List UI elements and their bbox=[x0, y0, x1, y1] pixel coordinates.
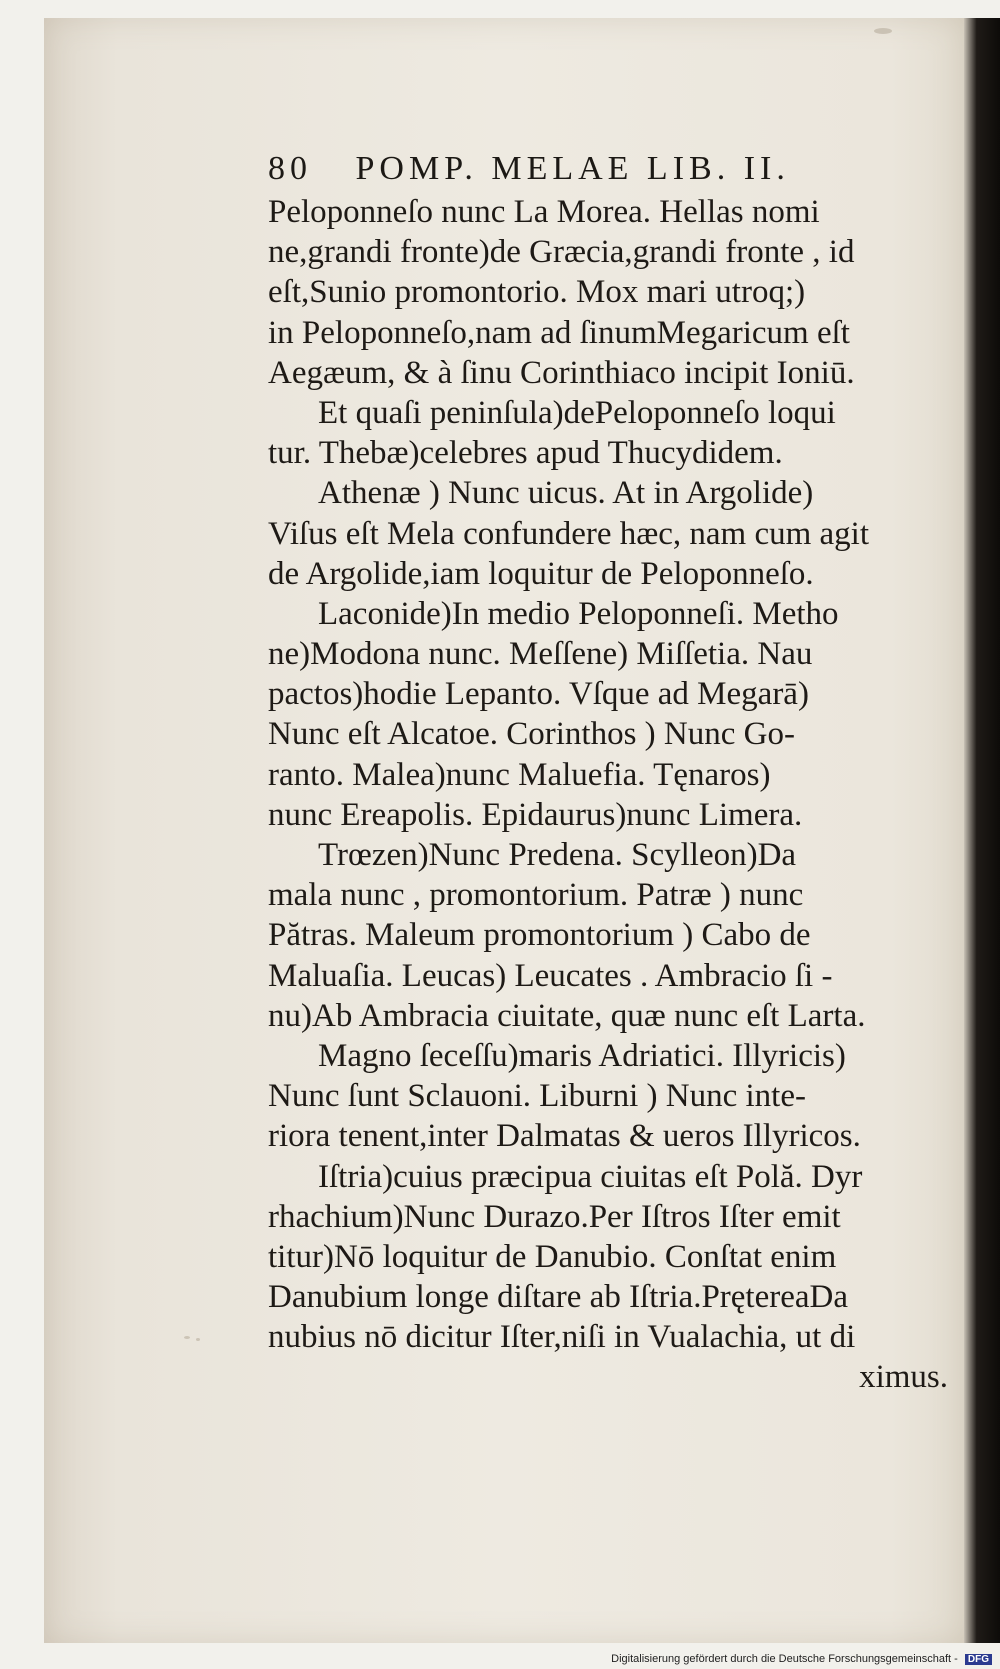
text-line: titur)Nō loquitur de Danubio. Conſtat enim bbox=[268, 1238, 837, 1275]
text-line: nubius nō dicitur Iſter,niſi in Vualachia, ut di bbox=[268, 1319, 856, 1356]
text-line: ne)Modona nunc. Meſſene) Miſſetia. Nau bbox=[268, 636, 813, 673]
text-line: pactos)hodie Lepanto. Vſque ad Megarā) bbox=[268, 676, 809, 713]
text-line: mala nunc , promontorium. Patræ ) nunc bbox=[268, 877, 804, 914]
text-line: Laconide)In medio Peloponneſi. Metho bbox=[318, 595, 839, 632]
text-line: Athenæ ) Nunc uicus. At in Argolide) bbox=[318, 475, 814, 512]
page-edge-shadow bbox=[964, 18, 1000, 1643]
text-line: Danubium longe diſtare ab Iſtria.PrętereaDa bbox=[268, 1279, 849, 1316]
text-line: rhachium)Nunc Durazo.Per Iſtros Iſter emit bbox=[268, 1198, 841, 1235]
text-line-last: ximus. bbox=[859, 1359, 948, 1396]
text-line: ranto. Malea)nunc Maluefia. Tęnaros) bbox=[268, 756, 771, 793]
text-line: Aegæum, & à ſinu Corinthiaco incipit Ioniū. bbox=[268, 354, 855, 391]
text-line: Et quaſi peninſula)dePeloponneſo loqui bbox=[318, 394, 836, 431]
text-line: de Argolide,iam loquitur de Peloponneſo. bbox=[268, 555, 814, 592]
running-title: POMP. MELAE LIB. II. bbox=[355, 150, 790, 187]
running-head bbox=[268, 150, 820, 188]
text-line: Magno ſeceſſu)maris Adriatici. Illyricis) bbox=[318, 1037, 846, 1074]
text-line: Nunc ſunt Sclauoni. Liburni ) Nunc inte- bbox=[268, 1078, 806, 1115]
text-line: Iſtria)cuius præcipua ciuitas eſt Polă. Dyr bbox=[318, 1158, 863, 1195]
text-line: nu)Ab Ambracia ciuitate, quæ nunc eſt Larta. bbox=[268, 997, 866, 1034]
digitization-footer bbox=[611, 1653, 992, 1665]
body-text bbox=[268, 192, 948, 1398]
text-line: Trœzen)Nunc Predena. Scylleon)Da bbox=[318, 837, 797, 873]
paper-stain bbox=[184, 1336, 190, 1339]
text-line: Pătras. Maleum promontorium ) Cabo de bbox=[268, 917, 811, 954]
text-line: Maluaſia. Leucas) Leucates . Ambracio ſi - bbox=[268, 957, 833, 994]
dfg-logo: DFG bbox=[965, 1654, 992, 1665]
text-line: in Peloponneſo,nam ad ſinumMegaricum eſt bbox=[268, 314, 850, 351]
paper-stain bbox=[196, 1338, 200, 1341]
text-line: eſt,Sunio promontorio. Mox mari utroq;) bbox=[268, 274, 806, 311]
paper-stain bbox=[874, 28, 892, 34]
text-line: Nunc eſt Alcatoe. Corinthos ) Nunc Go- bbox=[268, 716, 795, 753]
text-line: nunc Ereapolis. Epidaurus)nunc Limera. bbox=[268, 796, 803, 833]
text-line: riora tenent,inter Dalmatas & ueros Illyricos. bbox=[268, 1118, 861, 1155]
page-number: 80 bbox=[268, 150, 312, 187]
text-line: ne,grandi fronte)de Græcia,grandi fronte , id bbox=[268, 234, 855, 271]
text-line: tur. Thebæ)celebres apud Thucydidem. bbox=[268, 435, 783, 472]
text-line: Peloponneſo nunc La Morea. Hellas nomi bbox=[268, 194, 820, 230]
text-line: Viſus eſt Mela confundere hæc, nam cum agit bbox=[268, 515, 870, 552]
footer-text: Digitalisierung gefördert durch die Deutsche Forschungsgemeinschaft - bbox=[611, 1653, 958, 1665]
